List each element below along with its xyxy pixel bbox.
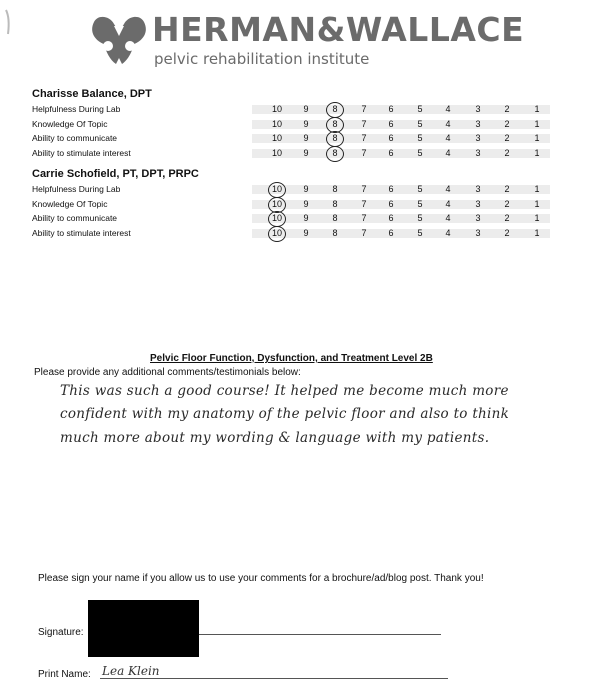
rating-option-7: 7 (361, 227, 367, 238)
comments-prompt: Please provide any additional comments/testimonials below: (34, 367, 301, 378)
selected-rating-circle (326, 146, 344, 162)
rating-option-9: 9 (303, 133, 309, 143)
rating-option-6: 6 (388, 118, 394, 129)
rating-row (32, 131, 552, 146)
rating-option-2: 2 (504, 184, 510, 194)
rating-option-7: 7 (361, 147, 367, 158)
rating-row (32, 197, 552, 212)
rating-option-9: 9 (303, 198, 309, 209)
redacted-signature (88, 600, 199, 657)
rating-row (32, 146, 552, 161)
rating-row (32, 182, 552, 197)
rating-option-10: 10 (267, 213, 287, 223)
rating-option-9: 9 (303, 184, 309, 194)
rating-option-4: 4 (445, 133, 451, 143)
rating-option-3: 3 (475, 184, 481, 194)
rating-option-1: 1 (534, 133, 540, 143)
rating-option-4: 4 (445, 184, 451, 194)
rating-option-2: 2 (504, 104, 510, 114)
rating-option-9: 9 (303, 104, 309, 114)
handwritten-comment-line: confident with my anatomy of the pelvic floor and also to think (60, 406, 510, 422)
rating-option-1: 1 (534, 104, 540, 114)
rating-option-4: 4 (445, 213, 451, 223)
rating-option-7: 7 (361, 118, 367, 129)
rating-option-1: 1 (534, 227, 540, 238)
print-name-label: Print Name: (38, 669, 91, 680)
rating-option-8: 8 (325, 119, 345, 129)
criterion-label: Helpfulness During Lab (32, 104, 121, 114)
rating-option-10: 10 (267, 184, 287, 194)
rating-row (32, 102, 552, 117)
rating-option-3: 3 (475, 104, 481, 114)
rating-option-10: 10 (271, 118, 282, 129)
handwritten-comment-line: This was such a good course! It helped me become much more (60, 383, 509, 399)
rating-option-6: 6 (388, 147, 394, 158)
rating-option-4: 4 (445, 198, 451, 209)
criterion-label: Ability to stimulate interest (32, 147, 131, 158)
rating-option-5: 5 (417, 118, 423, 129)
rating-option-2: 2 (504, 213, 510, 223)
rating-option-1: 1 (534, 118, 540, 129)
rating-option-4: 4 (445, 118, 451, 129)
rating-option-6: 6 (388, 133, 394, 143)
criterion-label: Knowledge Of Topic (32, 198, 108, 209)
instructor-name: Carrie Schofield, PT, DPT, PRPC (32, 168, 199, 180)
rating-option-5: 5 (417, 227, 423, 238)
rating-option-6: 6 (388, 104, 394, 114)
rating-option-7: 7 (361, 184, 367, 194)
rating-option-3: 3 (475, 118, 481, 129)
rating-option-6: 6 (388, 184, 394, 194)
rating-option-3: 3 (475, 227, 481, 238)
rating-option-7: 7 (361, 198, 367, 209)
instructor-name: Charisse Balance, DPT (32, 88, 152, 100)
course-title: Pelvic Floor Function, Dysfunction, and Treatment Level 2B (150, 353, 433, 364)
rating-option-4: 4 (445, 147, 451, 158)
scan-artifact-mark (4, 8, 14, 36)
rating-option-1: 1 (534, 147, 540, 158)
rating-option-5: 5 (417, 213, 423, 223)
rating-option-10: 10 (267, 228, 287, 238)
brand-name: HERMAN&WALLACE (152, 10, 525, 49)
rating-option-9: 9 (303, 147, 309, 158)
rating-option-6: 6 (388, 198, 394, 209)
print-name-value: Lea Klein (102, 664, 160, 678)
rating-option-7: 7 (361, 104, 367, 114)
rating-option-7: 7 (361, 213, 367, 223)
rating-option-6: 6 (388, 227, 394, 238)
rating-option-9: 9 (303, 118, 309, 129)
criterion-label: Ability to communicate (32, 213, 118, 223)
rating-option-5: 5 (417, 198, 423, 209)
rating-option-1: 1 (534, 184, 540, 194)
instructor-section-balance (32, 88, 552, 160)
logo (88, 8, 528, 72)
rating-option-8: 8 (325, 148, 345, 158)
selected-rating-circle (268, 226, 286, 242)
rating-option-10: 10 (267, 199, 287, 209)
rating-option-10: 10 (271, 133, 282, 143)
rating-option-1: 1 (534, 213, 540, 223)
rating-option-3: 3 (475, 147, 481, 158)
rating-option-8: 8 (332, 198, 338, 209)
rating-option-8: 8 (325, 133, 345, 143)
signature-line (199, 634, 441, 635)
rating-option-5: 5 (417, 133, 423, 143)
rating-option-3: 3 (475, 213, 481, 223)
rating-option-4: 4 (445, 104, 451, 114)
rating-option-8: 8 (332, 184, 338, 194)
rating-option-10: 10 (271, 104, 282, 114)
rating-option-3: 3 (475, 133, 481, 143)
rating-option-2: 2 (504, 198, 510, 209)
signature-label: Signature: (38, 627, 84, 638)
brand-tagline: pelvic rehabilitation institute (154, 50, 370, 68)
rating-option-5: 5 (417, 184, 423, 194)
rating-option-5: 5 (417, 147, 423, 158)
rating-option-3: 3 (475, 198, 481, 209)
criterion-label: Knowledge Of Topic (32, 118, 108, 129)
rating-option-5: 5 (417, 104, 423, 114)
rating-option-8: 8 (332, 213, 338, 223)
criterion-label: Helpfulness During Lab (32, 184, 121, 194)
pelvis-logo-icon (88, 12, 150, 68)
rating-option-4: 4 (445, 227, 451, 238)
instructor-section-schofield (32, 168, 552, 240)
rating-option-2: 2 (504, 133, 510, 143)
consent-statement: Please sign your name if you allow us to use your comments for a brochure/ad/blog post. Thank you! (38, 573, 484, 584)
rating-option-8: 8 (332, 227, 338, 238)
rating-option-2: 2 (504, 227, 510, 238)
rating-option-2: 2 (504, 118, 510, 129)
rating-row (32, 117, 552, 132)
criterion-label: Ability to stimulate interest (32, 227, 131, 238)
rating-option-6: 6 (388, 213, 394, 223)
rating-option-10: 10 (271, 147, 282, 158)
handwritten-comment-line: much more about my wording & language with my patients. (60, 430, 490, 446)
rating-option-2: 2 (504, 147, 510, 158)
print-name-line (100, 678, 448, 679)
rating-option-7: 7 (361, 133, 367, 143)
rating-option-8: 8 (325, 104, 345, 114)
rating-option-9: 9 (303, 227, 309, 238)
rating-option-1: 1 (534, 198, 540, 209)
criterion-label: Ability to communicate (32, 133, 118, 143)
rating-row (32, 211, 552, 226)
rating-row (32, 226, 552, 241)
rating-option-9: 9 (303, 213, 309, 223)
